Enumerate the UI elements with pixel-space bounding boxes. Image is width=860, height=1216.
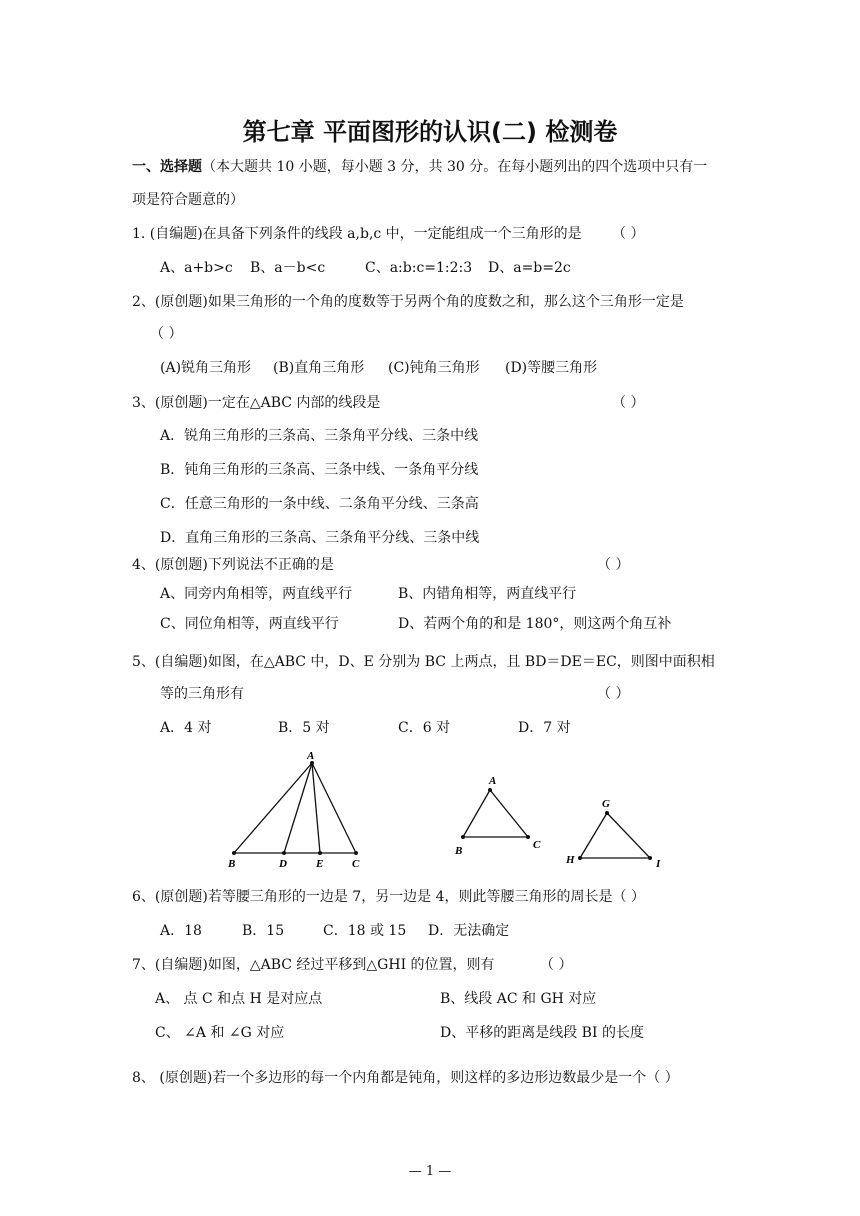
question-1-answer-blank: （ ） bbox=[612, 226, 645, 242]
fig2-label-b: B bbox=[455, 845, 463, 857]
figure-1-triangle-abc bbox=[234, 763, 356, 853]
q2-option-a: (A)锐角三角形 bbox=[160, 360, 252, 376]
q4-option-c: C、同位角相等，两直线平行 bbox=[160, 616, 339, 632]
section-heading: 一、选择题 bbox=[132, 159, 202, 175]
q6-option-d: D．无法确定 bbox=[428, 923, 510, 939]
fig2-label-c: C bbox=[533, 839, 541, 851]
fig1-label-c: C bbox=[352, 858, 360, 870]
question-5-stem: 5、(自编题)如图，在△ABC 中，D、E 分别为 BC 上两点，且 BD＝DE＝EC，则图中面积相 bbox=[132, 654, 715, 670]
q5-option-a: A．4 对 bbox=[160, 720, 212, 736]
fig1-label-a: A bbox=[307, 750, 315, 762]
q7-option-c: C、 ∠A 和 ∠G 对应 bbox=[155, 1025, 285, 1041]
q7-option-a: A、 点 C 和点 H 是对应点 bbox=[155, 991, 323, 1007]
q3-option-b: B．钝角三角形的三条高、三条中线、一条角平分线 bbox=[160, 462, 479, 478]
q1-option-b: B、a－b<c bbox=[250, 260, 326, 276]
q6-option-a: A．18 bbox=[160, 923, 202, 939]
q6-option-b: B．15 bbox=[242, 923, 285, 939]
q5-option-b: B．5 对 bbox=[278, 720, 330, 736]
fig1-label-b: B bbox=[228, 858, 236, 870]
question-7-answer-blank: （ ） bbox=[540, 957, 573, 973]
question-2-stem: 2、(原创题)如果三角形的一个角的度数等于另两个角的度数之和，那么这个三角形一定是 bbox=[132, 294, 684, 310]
question-7-stem: 7、(自编题)如图，△ABC 经过平移到△GHI 的位置，则有 bbox=[132, 957, 495, 973]
page-number: — 1 — bbox=[408, 1164, 452, 1179]
q4-option-d: D、若两个角的和是 180°，则这两个角互补 bbox=[398, 616, 672, 632]
q1-option-a: A、a+b>c bbox=[160, 260, 233, 276]
fig3-label-g: G bbox=[602, 798, 610, 810]
q5-option-d: D．7 对 bbox=[518, 720, 571, 736]
question-6-stem: 6、(原创题)若等腰三角形的一边是 7，另一边是 4，则此等腰三角形的周长是（ ） bbox=[132, 889, 645, 905]
figure-2-triangle-abc bbox=[463, 790, 528, 837]
question-3-stem: 3、(原创题)一定在△ABC 内部的线段是 bbox=[132, 395, 381, 411]
page-title: 第七章 平面图形的认识(二) 检测卷 bbox=[242, 118, 618, 146]
question-1-stem: 1. (自编题)在具备下列条件的线段 a,b,c 中，一定能组成一个三角形的是 bbox=[132, 226, 582, 242]
q4-option-b: B、内错角相等，两直线平行 bbox=[398, 586, 577, 602]
q7-option-d: D、平移的距离是线段 BI 的长度 bbox=[440, 1025, 644, 1041]
question-8-stem: 8、 (原创题)若一个多边形的每一个内角都是钝角，则这样的多边形边数最少是一个（ ） bbox=[132, 1070, 679, 1086]
q3-option-d: D．直角三角形的三条高、三条角平分线、三条中线 bbox=[160, 530, 480, 546]
fig3-label-i: I bbox=[656, 858, 661, 870]
section-desc: （本大题共 10 小题，每小题 3 分，共 30 分。在每小题列出的四个选项中只有一 bbox=[202, 159, 708, 175]
q5-option-c: C．6 对 bbox=[398, 720, 451, 736]
section-heading-line bbox=[132, 157, 707, 177]
q2-option-c: (C)钝角三角形 bbox=[388, 360, 480, 376]
q1-option-d: D、a=b=2c bbox=[488, 260, 571, 276]
question-3-answer-blank: （ ） bbox=[612, 395, 645, 411]
q3-option-c: C．任意三角形的一条中线、二条角平分线、三条高 bbox=[160, 496, 479, 512]
question-4-stem: 4、(原创题)下列说法不正确的是 bbox=[132, 557, 334, 573]
q7-option-b: B、线段 AC 和 GH 对应 bbox=[440, 991, 597, 1007]
question-5-stem-2: 等的三角形有 bbox=[160, 686, 244, 702]
question-5-answer-blank: （ ） bbox=[597, 686, 630, 702]
fig2-label-a: A bbox=[489, 775, 497, 787]
q1-option-c: C、a:b:c=1:2:3 bbox=[365, 260, 473, 276]
q3-option-a: A．锐角三角形的三条高、三条角平分线、三条中线 bbox=[160, 428, 479, 444]
q6-option-c: C．18 或 15 bbox=[323, 923, 407, 939]
question-4-answer-blank: （ ） bbox=[597, 557, 630, 573]
fig3-label-h: H bbox=[566, 854, 575, 866]
figure-3-triangle-ghi bbox=[580, 813, 650, 858]
q2-option-b: (B)直角三角形 bbox=[273, 360, 365, 376]
question-2-answer-blank: （ ） bbox=[150, 326, 183, 342]
geometry-figures bbox=[0, 745, 860, 875]
q4-option-a: A、同旁内角相等，两直线平行 bbox=[160, 586, 353, 602]
section-desc-2: 项是符合题意的） bbox=[132, 192, 244, 208]
q2-option-d: (D)等腰三角形 bbox=[505, 360, 598, 376]
fig1-label-e: E bbox=[316, 858, 324, 870]
fig1-label-d: D bbox=[279, 858, 287, 870]
